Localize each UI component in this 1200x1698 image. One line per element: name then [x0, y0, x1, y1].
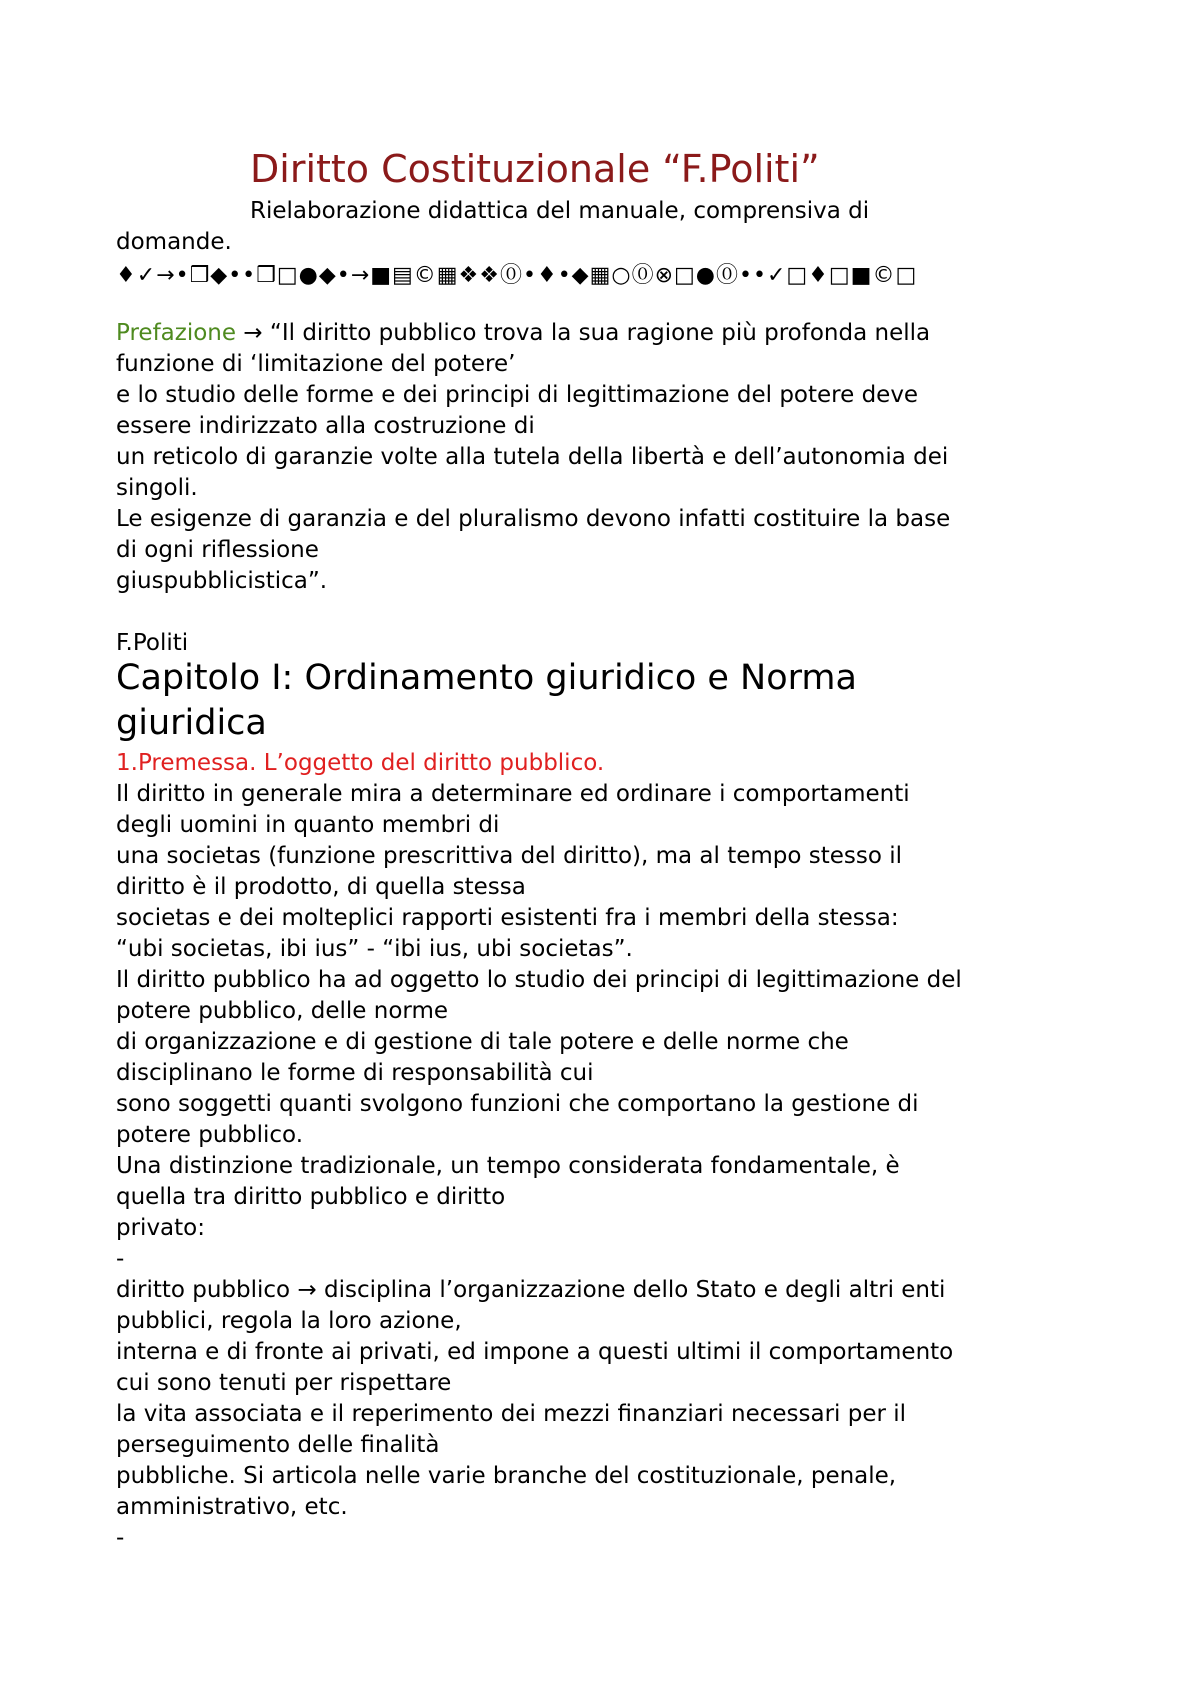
list-dash: -	[116, 1525, 125, 1551]
prefazione-line: e lo studio delle forme e dei principi di legittimazione del potere deve	[116, 382, 919, 408]
prefazione-line: essere indirizzato alla costruzione di	[116, 413, 535, 439]
body-line: potere pubblico.	[116, 1122, 304, 1148]
body-line: amministrativo, etc.	[116, 1494, 348, 1520]
body-line: “ubi societas, ibi ius” - “ibi ius, ubi societas”.	[116, 936, 633, 962]
prefazione-line: Le esigenze di garanzia e del pluralismo devono infatti costituire la base	[116, 506, 951, 532]
body-line: pubbliche. Si articola nelle varie branche del costituzionale, penale,	[116, 1463, 897, 1489]
prefazione-line: di ogni riflessione	[116, 537, 319, 563]
body-line: sono soggetti quanti svolgono funzioni che comportano la gestione di	[116, 1091, 919, 1117]
prefazione-line: singoli.	[116, 475, 198, 501]
body-line: pubblici, regola la loro azione,	[116, 1308, 462, 1334]
body-line: potere pubblico, delle norme	[116, 998, 448, 1024]
body-line: privato:	[116, 1215, 205, 1241]
chapter-title	[116, 656, 857, 746]
prefazione-author: F.Politi	[116, 630, 189, 656]
prefazione-line: giuspubblicistica”.	[116, 568, 328, 594]
body-line: di organizzazione e di gestione di tale potere e delle norme che	[116, 1029, 849, 1055]
chapter-body	[116, 779, 1116, 1554]
prefazione-block	[116, 318, 1116, 597]
prefazione-label: Prefazione	[116, 320, 237, 346]
body-line: Il diritto in generale mira a determinare ed ordinare i comportamenti	[116, 781, 910, 807]
garbled-symbols-line: ♦✓→•❒◆••❒□●◆•→■▤©▦❖❖⓪•♦•◆▦○⓪⊗□●⓪••✓□♦□■©□	[116, 263, 918, 288]
prefazione-first-line	[116, 318, 1116, 349]
body-line: diritto pubblico → disciplina l’organizzazione dello Stato e degli altri enti	[116, 1277, 946, 1303]
prefazione-line: un reticolo di garanzie volte alla tutela della libertà e dell’autonomia dei	[116, 444, 949, 470]
document-title: Diritto Costituzionale “F.Politi”	[250, 147, 820, 191]
body-line: disciplinano le forme di responsabilità cui	[116, 1060, 594, 1086]
body-line: quella tra diritto pubblico e diritto	[116, 1184, 506, 1210]
body-line: cui sono tenuti per rispettare	[116, 1370, 452, 1396]
arrow-icon: →	[243, 320, 263, 346]
prefazione-line: funzione di ‘limitazione del potere’	[116, 351, 516, 377]
body-line: diritto è il prodotto, di quella stessa	[116, 874, 526, 900]
body-line: degli uomini in quanto membri di	[116, 812, 500, 838]
body-line: societas e dei molteplici rapporti esistenti fra i membri della stessa:	[116, 905, 899, 931]
list-dash: -	[116, 1246, 125, 1272]
subtitle-line-1: Rielaborazione didattica del manuale, comprensiva di	[250, 198, 870, 224]
body-line: una societas (funzione prescrittiva del diritto), ma al tempo stesso il	[116, 843, 903, 869]
chapter-title-line-2: giuridica	[116, 703, 267, 743]
chapter-title-line-1: Capitolo I: Ordinamento giuridico e Norma	[116, 658, 857, 698]
prefazione-line-0: “Il diritto pubblico trova la sua ragione più profonda nella	[262, 320, 931, 346]
body-line: interna e di fronte ai privati, ed impone a questi ultimi il comportamento	[116, 1339, 954, 1365]
body-line: la vita associata e il reperimento dei mezzi finanziari necessari per il	[116, 1401, 907, 1427]
document-subtitle	[116, 196, 869, 258]
body-line: perseguimento delle finalità	[116, 1432, 440, 1458]
body-line: Una distinzione tradizionale, un tempo considerata fondamentale, è	[116, 1153, 900, 1179]
subtitle-line-2: domande.	[116, 229, 232, 255]
body-line: Il diritto pubblico ha ad oggetto lo studio dei principi di legittimazione del	[116, 967, 962, 993]
section-title: 1.Premessa. L’oggetto del diritto pubblico.	[116, 750, 605, 776]
